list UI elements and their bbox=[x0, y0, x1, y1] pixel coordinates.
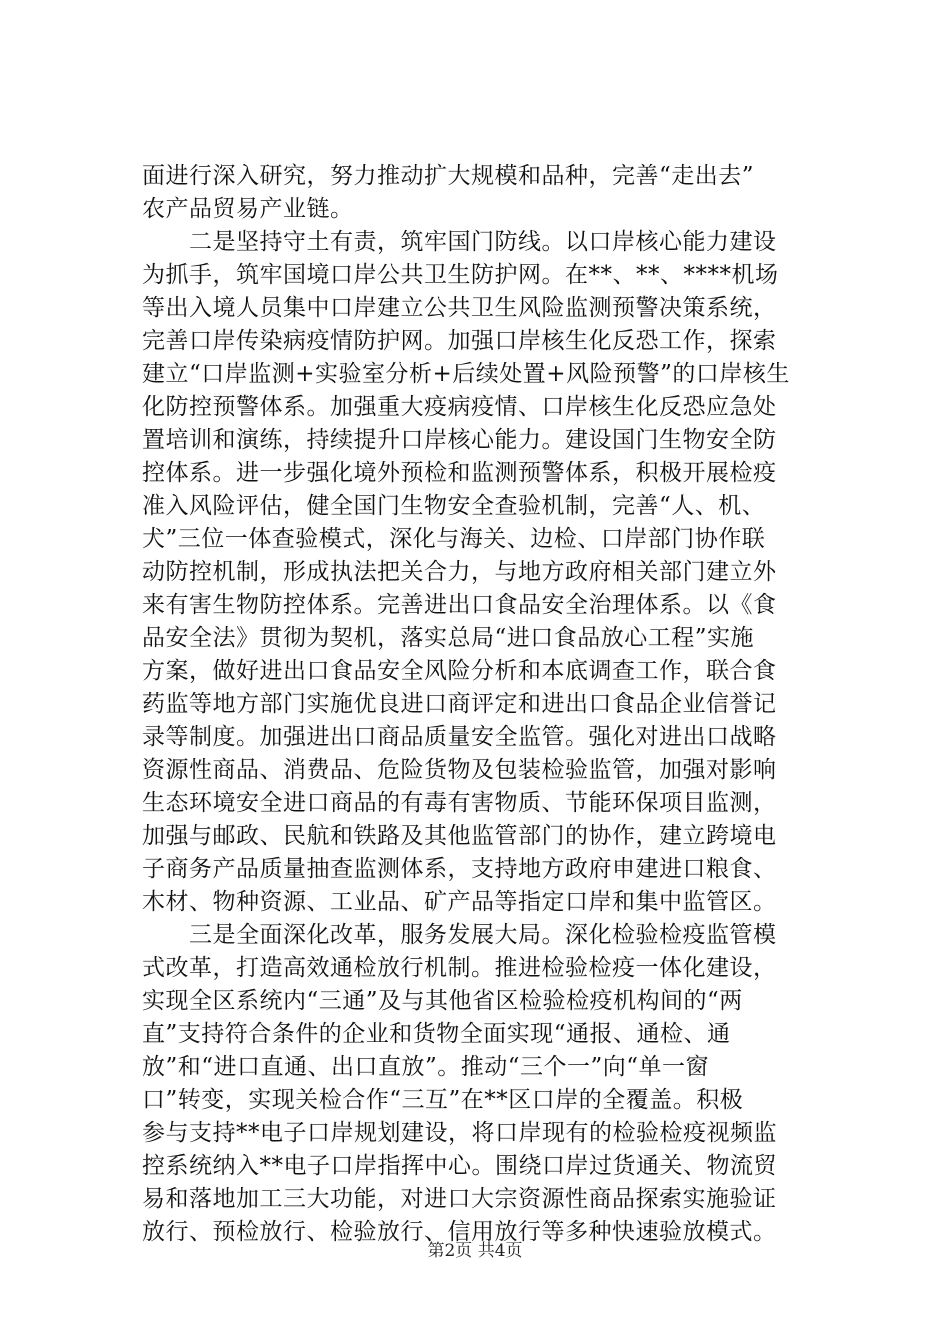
text-line: 动防控机制，形成执法把关合力，与地方政府相关部门建立外 bbox=[142, 559, 777, 585]
text-line: 子商务产品质量抽查监测体系，支持地方政府申建进口粮食、 bbox=[142, 856, 777, 882]
text-line: 式改革，打造高效通检放行机制。推进检验检疫一体化建设， bbox=[142, 955, 777, 981]
text-line: 化防控预警体系。加强重大疫病疫情、口岸核生化反恐应急处 bbox=[142, 394, 777, 420]
text-line: 生态环境安全进口商品的有毒有害物质、节能环保项目监测， bbox=[142, 790, 777, 816]
text-line: 放行、预检放行、检验放行、信用放行等多种快速验放模式。 bbox=[142, 1219, 777, 1245]
text-line: 资源性商品、消费品、危险货物及包装检验监管，加强对影响 bbox=[142, 757, 777, 783]
text-line: 农产品贸易产业链。 bbox=[142, 196, 354, 222]
text-line: 放”和“进口直通、出口直放”。推动“三个一”向“单一窗 bbox=[142, 1054, 710, 1080]
text-line: 易和落地加工三大功能，对进口大宗资源性商品探索实施验证 bbox=[142, 1186, 777, 1212]
text-line: 控体系。进一步强化境外预检和监测预警体系，积极开展检疫 bbox=[142, 460, 777, 486]
text-line: 药监等地方部门实施优良进口商评定和进出口食品企业信誉记 bbox=[142, 691, 777, 717]
text-line: 犬”三位一体查验模式，深化与海关、边检、口岸部门协作联 bbox=[142, 526, 766, 552]
text-line: 实现全区系统内“三通”及与其他省区检验检疫机构间的“两 bbox=[142, 988, 743, 1014]
text-line: 等出入境人员集中口岸建立公共卫生风险监测预警决策系统， bbox=[142, 295, 777, 321]
page-footer: 第2页 共4页 bbox=[427, 1241, 523, 1261]
text-line: 建立“口岸监测+实验室分析+后续处置+风险预警”的口岸核生 bbox=[142, 361, 790, 387]
text-line: 二是坚持守土有责，筑牢国门防线。以口岸核心能力建设 bbox=[142, 229, 777, 255]
text-line: 录等制度。加强进出口商品质量安全监管。强化对进出口战略 bbox=[142, 724, 777, 750]
text-line: 参与支持**电子口岸规划建设，将口岸现有的检验检疫视频监 bbox=[142, 1120, 777, 1146]
text-line: 品安全法》贯彻为契机，落实总局“进口食品放心工程”实施 bbox=[142, 625, 755, 651]
text-line: 加强与邮政、民航和铁路及其他监管部门的协作，建立跨境电 bbox=[142, 823, 777, 849]
text-line: 木材、物种资源、工业品、矿产品等指定口岸和集中监管区。 bbox=[142, 889, 777, 915]
text-line: 口”转变，实现关检合作“三互”在**区口岸的全覆盖。积极 bbox=[142, 1087, 744, 1113]
text-line: 方案，做好进出口食品安全风险分析和本底调查工作，联合食 bbox=[142, 658, 777, 684]
text-line: 控系统纳入**电子口岸指挥中心。围绕口岸过货通关、物流贸 bbox=[142, 1153, 777, 1179]
text-line: 直”支持符合条件的企业和货物全面实现“通报、通检、通 bbox=[142, 1021, 731, 1047]
text-line: 面进行深入研究，努力推动扩大规模和品种，完善“走出去” bbox=[142, 163, 755, 189]
text-line: 完善口岸传染病疫情防护网。加强口岸核生化反恐工作，探索 bbox=[142, 328, 777, 354]
body-text bbox=[142, 160, 812, 1249]
text-line: 来有害生物防控体系。完善进出口食品安全治理体系。以《食 bbox=[142, 592, 777, 618]
text-line: 置培训和演练，持续提升口岸核心能力。建设国门生物安全防 bbox=[142, 427, 777, 453]
text-line: 准入风险评估，健全国门生物安全查验机制，完善“人、机、 bbox=[142, 493, 766, 519]
text-line: 为抓手，筑牢国境口岸公共卫生防护网。在**、**、****机场 bbox=[142, 262, 779, 288]
text-line: 三是全面深化改革，服务发展大局。深化检验检疫监管模 bbox=[142, 922, 777, 948]
